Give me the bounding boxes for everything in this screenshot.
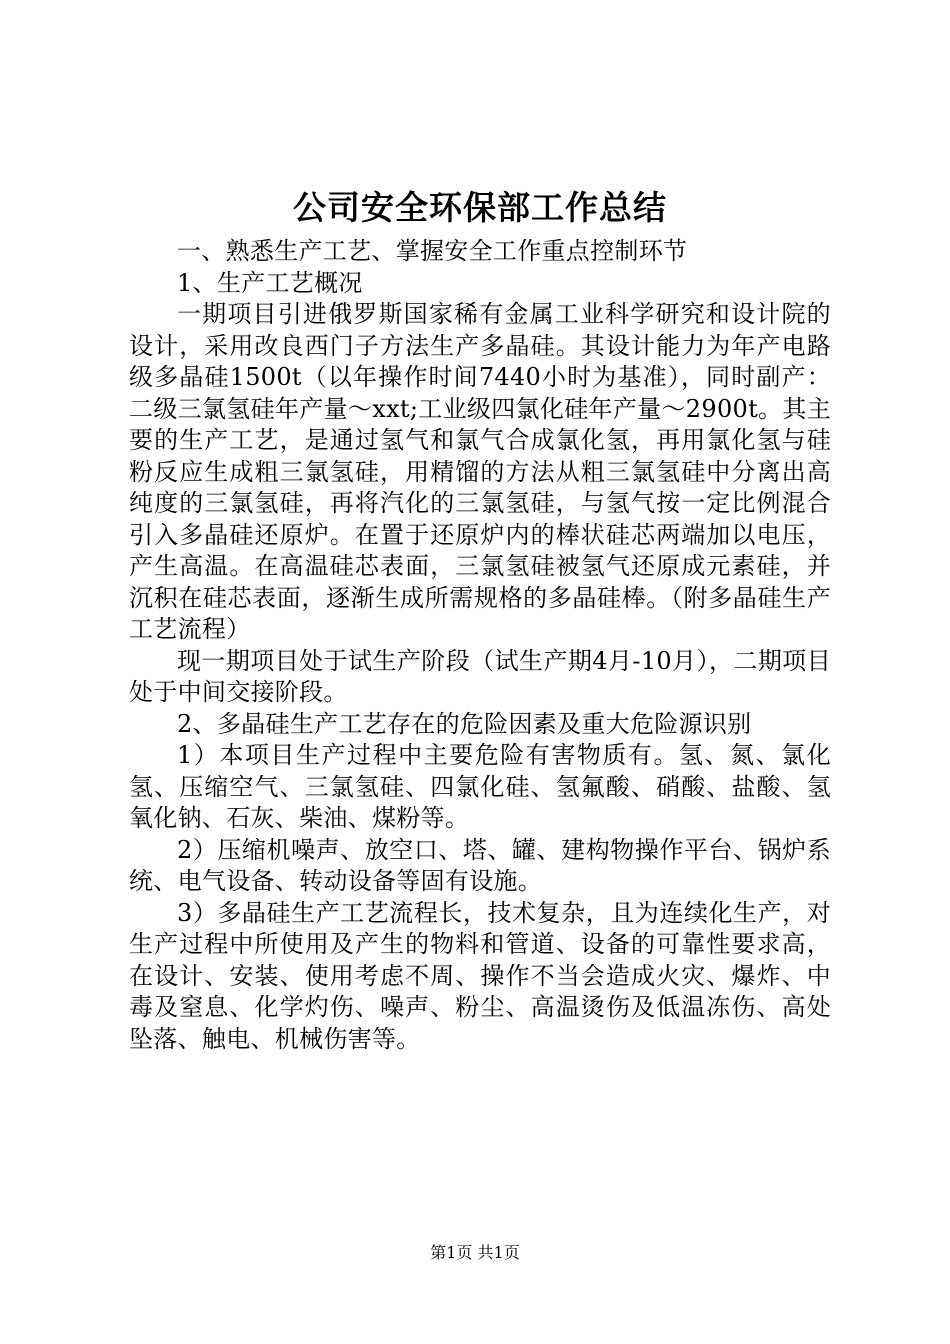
subsection-heading: 1、生产工艺概况 bbox=[177, 268, 363, 297]
paragraph: 一期项目引进俄罗斯国家稀有金属工业科学研究和设计院的设计，采用改良西门子方法生产多晶硅。其设计能力为年产电路级多晶硅1500t（以年操作时间7440小时为基准），同时副产：二级三氯氢硅年产量～xxt;工业级四氯化硅年产量～2900t。其主要的生产工艺，是通过氢气和氯气合成氯化氢，再用氯化氢与硅粉反应生成粗三氯氢硅，用精馏的方法从粗三氯氢硅中分离出高纯度的三氯氢硅，再将汽化的三氯氢硅，与氢气按一定比例混合引入多晶硅还原炉。在置于还原炉内的棒状硅芯两端加以电压，产生高温。在高温硅芯表面，三氯氢硅被氢气还原成元素硅，并沉积在硅芯表面，逐渐生成所需规格的多晶硅棒。（附多晶硅生产工艺流程） bbox=[129, 300, 831, 643]
paragraph: 3）多晶硅生产工艺流程长，技术复杂，且为连续化生产，对生产过程中所使用及产生的物料和管道、设备的可靠性要求高，在设计、安装、使用考虑不周、操作不当会造成火灾、爆炸、中毒及窒息、化学灼伤、噪声、粉尘、高温烫伤及低温冻伤、高处坠落、触电、机械伤害等。 bbox=[129, 898, 831, 1053]
page-footer: 第1页 共1页 bbox=[430, 1243, 520, 1262]
paragraph: 现一期项目处于试生产阶段（试生产期4月-10月），二期项目处于中间交接阶段。 bbox=[129, 646, 831, 706]
subsection-heading: 2、多晶硅生产工艺存在的危险因素及重大危险源识别 bbox=[177, 709, 752, 738]
document-body bbox=[129, 236, 831, 1055]
section-heading: 一、熟悉生产工艺、掌握安全工作重点控制环节 bbox=[177, 237, 688, 265]
paragraph: 1）本项目生产过程中主要危险有害物质有。氢、氮、氯化氢、压缩空气、三氯氢硅、四氯化硅、氢氟酸、硝酸、盐酸、氢氧化钠、石灰、柴油、煤粉等。 bbox=[129, 741, 831, 832]
paragraph: 2）压缩机噪声、放空口、塔、罐、建构物操作平台、锅炉系统、电气设备、转动设备等固有设施。 bbox=[129, 835, 831, 895]
document-title: 公司安全环保部工作总结 bbox=[293, 188, 667, 227]
